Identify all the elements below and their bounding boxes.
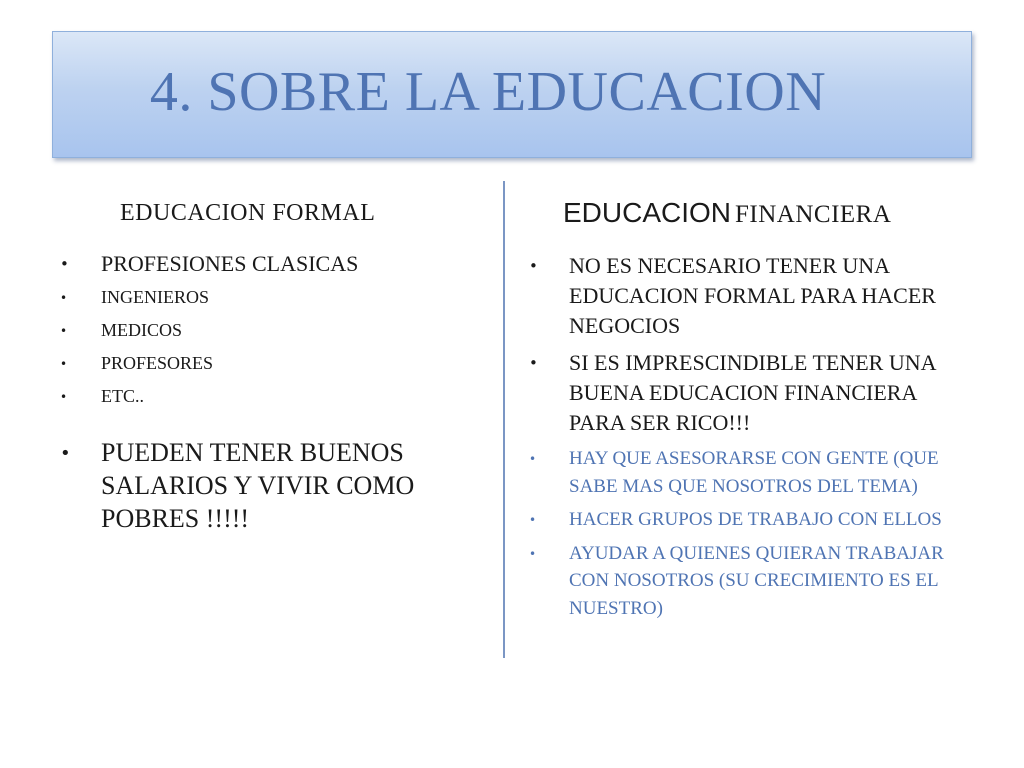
list-item (529, 348, 974, 438)
bullet-icon: • (60, 324, 68, 338)
list-item-text: PUEDEN TENER BUENOS SALARIOS Y VIVIR COMO POBRES !!!!! (101, 438, 415, 533)
column-divider (503, 181, 505, 658)
right-heading-part-b: FINANCIERA (735, 201, 892, 228)
list-item (529, 540, 974, 623)
list-item-text: INGENIEROS (101, 287, 209, 307)
list-item-text: AYUDAR A QUIENES QUIERAN TRABAJAR CON NOSOTROS (SU CRECIMIENTO ES EL NUESTRO) (569, 542, 944, 619)
list-item-text: PROFESORES (101, 353, 214, 373)
list-item-text: MEDICOS (101, 320, 183, 340)
title-banner (52, 31, 972, 158)
left-column-heading: EDUCACION FORMAL (120, 200, 376, 226)
bullet-icon: • (60, 390, 68, 404)
bullet-icon: • (529, 452, 537, 466)
bullet-icon: • (529, 257, 538, 275)
bullet-icon: • (60, 443, 71, 464)
list-item (60, 352, 470, 374)
list-item (60, 250, 470, 278)
list-item (529, 506, 974, 534)
list-item (529, 445, 974, 500)
list-item (60, 385, 470, 407)
list-item (529, 251, 974, 341)
left-bullet-list (60, 250, 470, 535)
list-item-text: PROFESIONES CLASICAS (101, 251, 359, 276)
right-bullet-list (529, 251, 974, 628)
bullet-icon: • (529, 513, 537, 527)
list-item-text: NO ES NECESARIO TENER UNA EDUCACION FORMAL PARA HACER NEGOCIOS (569, 253, 936, 338)
list-item-text: HACER GRUPOS DE TRABAJO CON ELLOS (569, 509, 942, 530)
bullet-icon: • (529, 354, 538, 372)
list-item-text: ETC.. (101, 386, 144, 406)
bullet-icon: • (60, 255, 69, 273)
list-item (60, 286, 470, 308)
bullet-icon: • (60, 357, 68, 371)
right-column-heading (563, 197, 891, 229)
list-item-text: HAY QUE ASESORARSE CON GENTE (QUE SABE MAS QUE NOSOTROS DEL TEMA) (569, 448, 939, 497)
right-heading-part-a: EDUCACION (563, 197, 732, 228)
bullet-icon: • (529, 546, 537, 561)
list-item (60, 436, 470, 535)
slide-title: 4. SOBRE LA EDUCACION (149, 60, 827, 123)
bullet-icon: • (60, 291, 68, 305)
list-item (60, 319, 470, 341)
list-item-text: SI ES IMPRESCINDIBLE TENER UNA BUENA EDUCACION FINANCIERA PARA SER RICO!!! (569, 350, 936, 435)
